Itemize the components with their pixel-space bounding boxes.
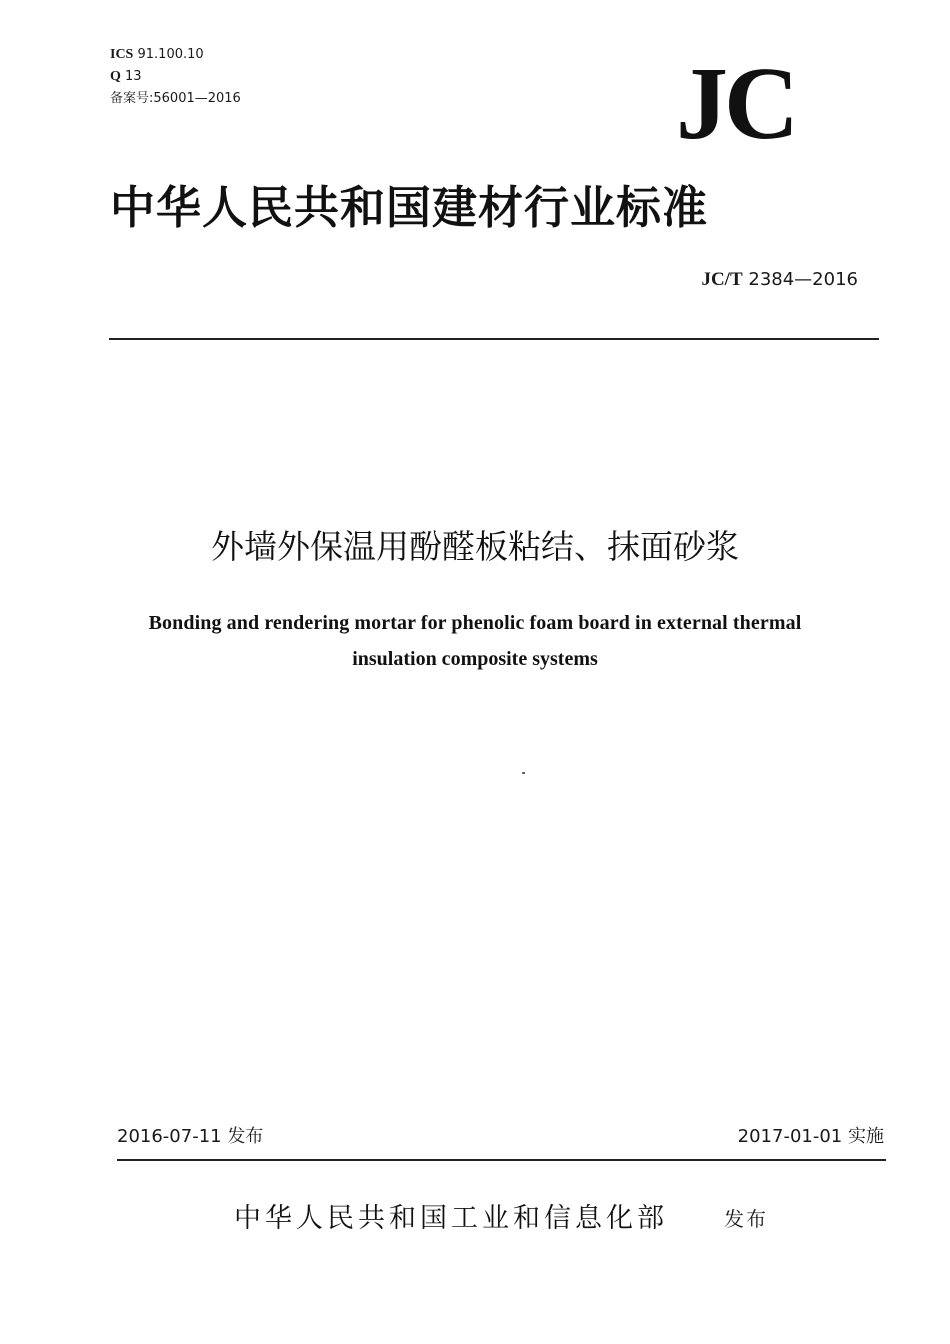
publisher-suffix: 发布 [724,1207,768,1231]
publisher-name: 中华人民共和国工业和信息化部 [234,1203,668,1234]
scan-speck [522,772,525,774]
ccs-code [110,69,142,85]
document-title-en-line2: insulation composite systems [352,648,598,670]
standard-prefix: JC/T [701,269,743,290]
bottom-divider [117,1159,886,1161]
top-divider [109,338,879,340]
header-title: 中华人民共和国建材行业标准 [110,181,709,234]
jc-logo: JC [676,46,796,161]
standard-number [701,268,858,292]
ics-value: 91.100.10 [137,47,204,62]
standard-value: 2384—2016 [748,269,858,290]
ccs-value: 13 [125,69,142,84]
record-label: 备案号: [110,91,154,106]
implementation-date: 2017-01-01 实施 [737,1126,884,1147]
issue-date: 2016-07-11 发布 [117,1126,264,1147]
record-number [110,91,241,107]
ccs-label: Q [110,69,121,84]
ics-code [110,47,204,63]
ics-label: ICS [110,47,134,62]
document-title-en-line1: Bonding and rendering mortar for phenolic foam board in external thermal [148,612,802,634]
record-value: 56001—2016 [153,91,241,106]
document-title-cn: 外墙外保温用酚醛板粘结、抹面砂浆 [211,527,739,566]
